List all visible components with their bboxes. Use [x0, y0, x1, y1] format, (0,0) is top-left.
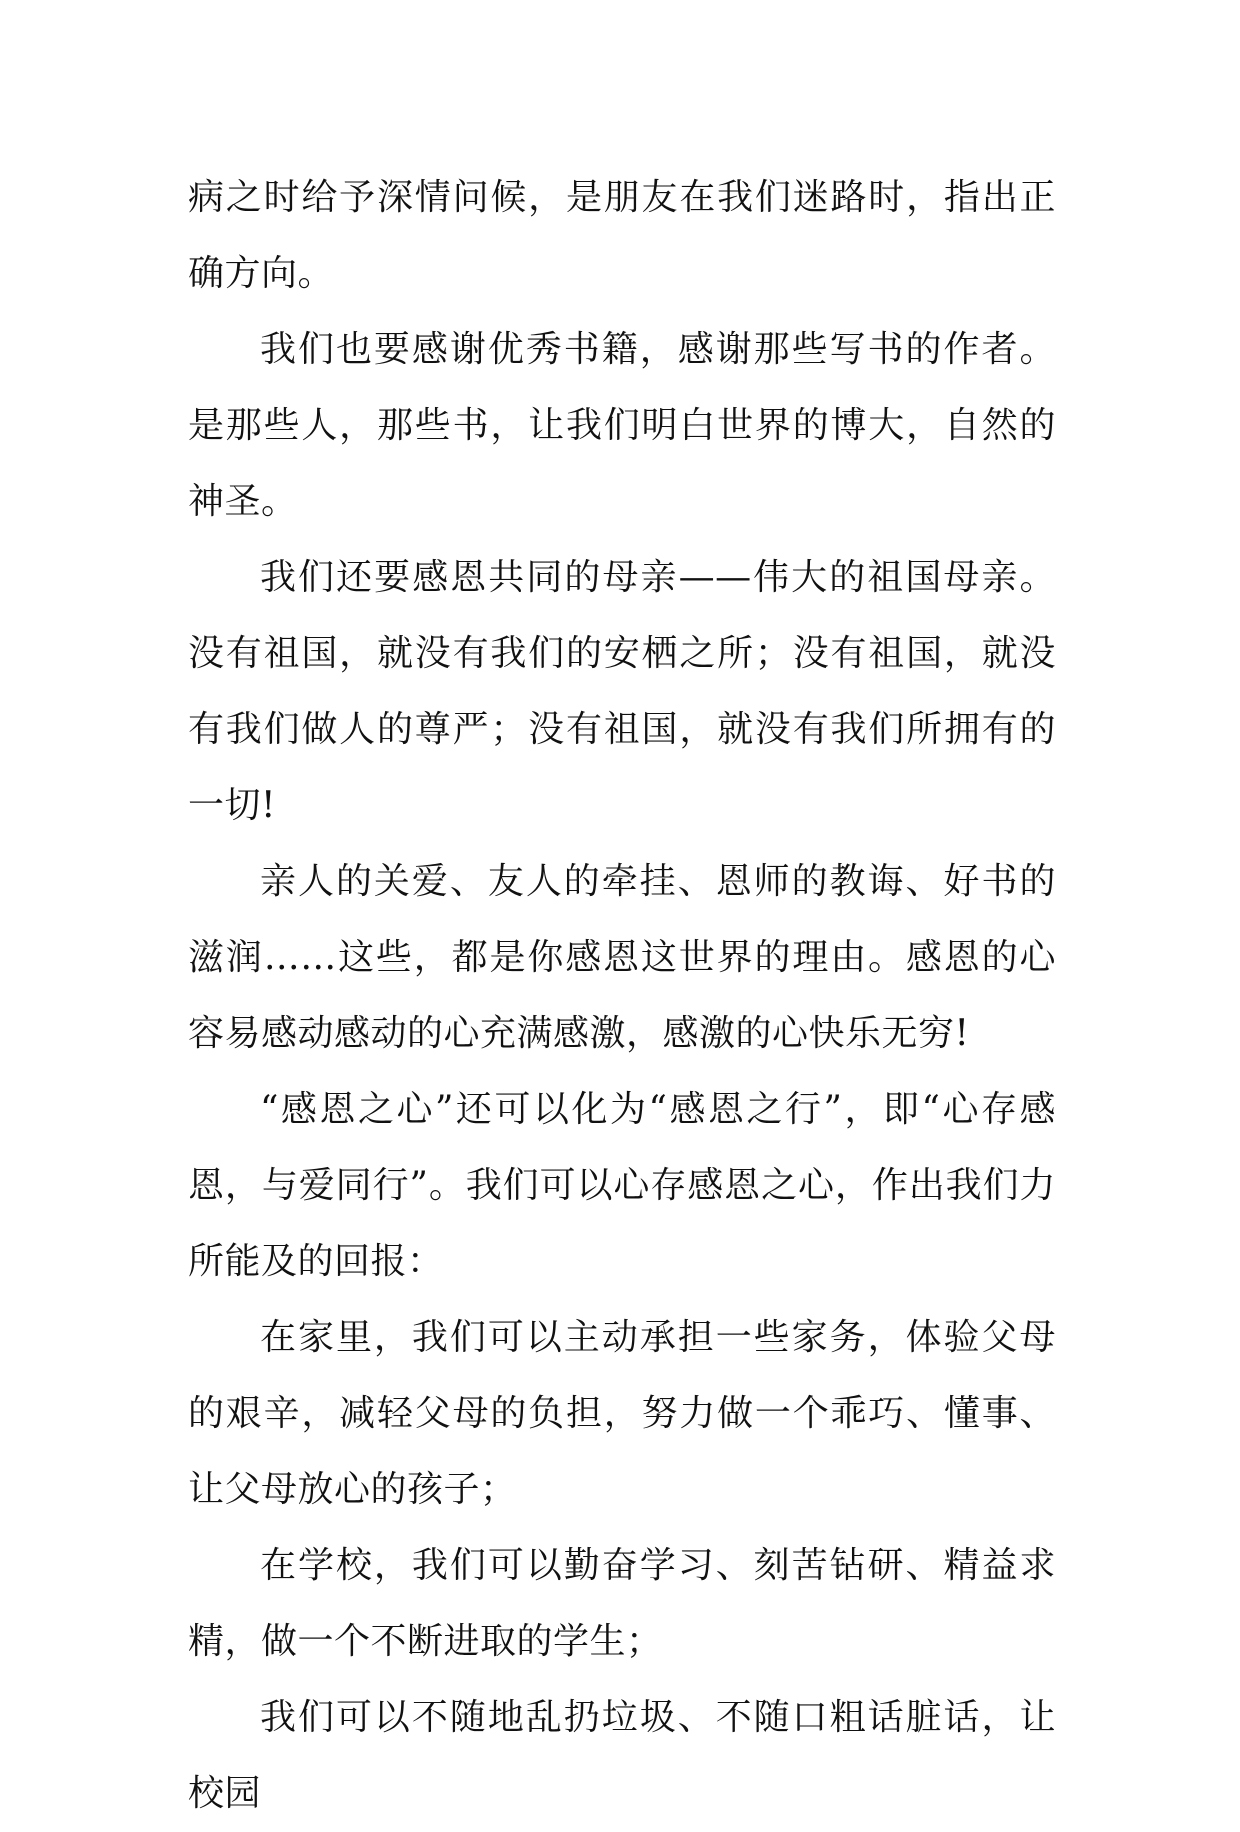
paragraph-6: 在家里，我们可以主动承担一些家务，体验父母的艰辛，减轻父母的负担，努力做一个乖巧、懂事、让父母放心的孩子； [188, 1317, 1056, 1510]
document-body [188, 160, 1056, 1832]
paragraph-8: 我们可以不随地乱扔垃圾、不随口粗话脏话，让校园 [188, 1697, 1056, 1814]
paragraph-3: 我们还要感恩共同的母亲——伟大的祖国母亲。没有祖国，就没有我们的安栖之所；没有祖国，就没有我们做人的尊严；没有祖国，就没有我们所拥有的一切! [188, 557, 1056, 826]
paragraph-4: 亲人的关爱、友人的牵挂、恩师的教诲、好书的滋润……这些，都是你感恩这世界的理由。感恩的心容易感动感动的心充满感激，感激的心快乐无穷! [188, 861, 1056, 1054]
paragraph-1: 病之时给予深情问候，是朋友在我们迷路时，指出正确方向。 [188, 177, 1056, 294]
paragraph-5: “感恩之心”还可以化为“感恩之行”，即“心存感恩，与爱同行”。我们可以心存感恩之心，作出我们力所能及的回报： [188, 1089, 1056, 1282]
paragraph-2: 我们也要感谢优秀书籍，感谢那些写书的作者。是那些人，那些书，让我们明白世界的博大，自然的神圣。 [188, 329, 1056, 522]
paragraph-7: 在学校，我们可以勤奋学习、刻苦钻研、精益求精，做一个不断进取的学生； [188, 1545, 1056, 1662]
